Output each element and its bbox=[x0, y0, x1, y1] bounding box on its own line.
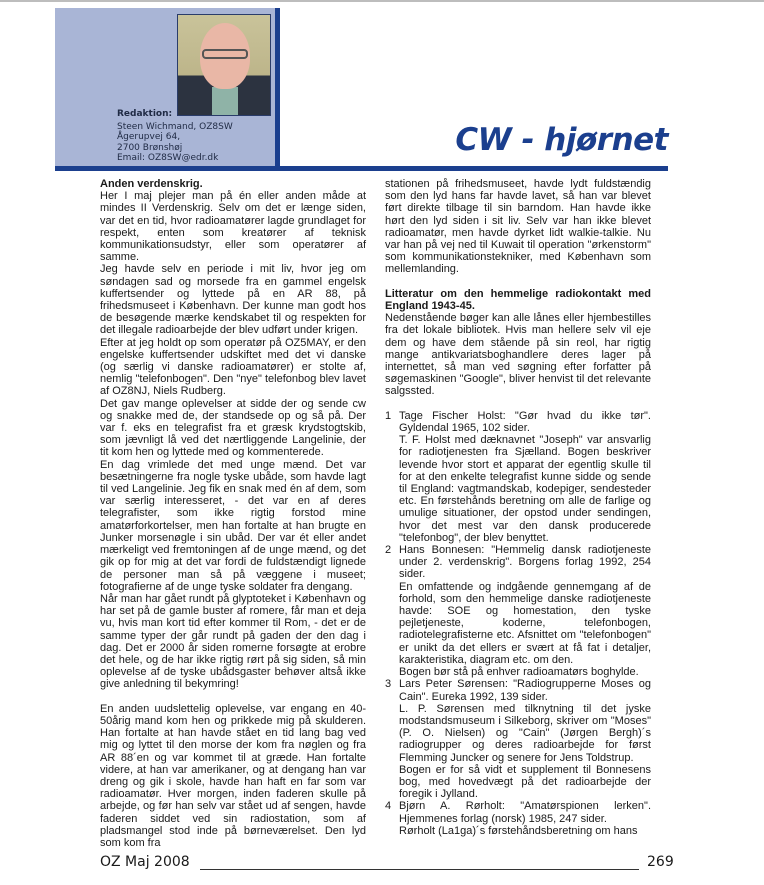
paragraph: Det gav mange oplevelser at sidde der og sende cw og snakke med de, der standsede op og så på. Der var f. eks en telegrafist fra et græsk krydstogtskib, som jævnligt lå ved det nærtliggende Langelinie, der tit kom hen og lyttede med og kommenterede. bbox=[100, 397, 366, 459]
book-reference: Hans Bonnesen: "Hemmelig dansk radiotjeneste under 2. verdenskrig". Borgens forlag 1992, 254 sider. bbox=[399, 544, 651, 581]
book-note: Rørholt (La1ga)´s førstehåndsberetning om hans bbox=[399, 824, 638, 837]
editor-street: Ågerupvej 64, bbox=[117, 132, 181, 142]
book-number: 4 bbox=[385, 800, 392, 813]
book-number: 1 bbox=[385, 409, 392, 422]
left-column bbox=[100, 178, 366, 849]
book-reference: Lars Peter Sørensen: "Radiogrupperne Moses og Cain". Eureka 1992, 139 sider. bbox=[399, 678, 651, 703]
editor-city: 2700 Brønshøj bbox=[117, 142, 183, 153]
book-item bbox=[385, 410, 651, 544]
page-title: CW - hjørnet bbox=[455, 122, 668, 158]
footer-rule bbox=[200, 869, 639, 870]
paragraph: Her I maj plejer man på én eller anden måde at mindes II Verdenskrig. Selv om det er længe siden, var det en tid, hvor radioamatører lagde grundlaget for respekt, enten som kreatører af teknisk kommunikationsudstyr, eller som operatører af samme. bbox=[100, 190, 366, 264]
photo-glasses bbox=[202, 49, 248, 59]
book-note: Bogen er for så vidt et supplement til Bonnesens bog, med hovedvægt på det radioarbejde der foregik i Jylland. bbox=[399, 763, 651, 801]
book-item bbox=[385, 800, 651, 837]
editor-email: Email: OZ8SW@edr.dk bbox=[117, 153, 219, 163]
book-note: T. F. Holst med dæknavnet "Joseph" var ansvarlig for radiotjenesten fra Sjælland. Bogen beskriver levende hvor stort et apparat der egentlig skulle til for at den enkelte telegrafist kunne sidde og sende til England: vagtmandskab, kodepiger, sendesteder etc. En førstehånds beretning om alle de farlige og umulige situationer, der opstod under sendingen, hvor det mest var den dansk producerede "telefonbog", der blev benyttet. bbox=[399, 434, 651, 544]
book-item bbox=[385, 678, 651, 800]
page-number: 269 bbox=[647, 854, 674, 870]
book-note: L. P. Sørensen med tilknytning til det jyske modstandsmuseum i Silkeborg, skriver om "Moses" (P. O. Nielsen) og "Cain" (Jørgen Bergh)´s radiogrupper og deres radioarbejde for først Flemming Juncker og senere for Jens Toldstrup. bbox=[399, 702, 651, 764]
book-reference: Bjørn A. Rørholt: "Amatørspionen lerken". Hjemmenes forlag (norsk) 1985, 247 sider. bbox=[399, 800, 651, 825]
editor-photo bbox=[177, 14, 271, 116]
paragraph: Når man har gået rundt på glyptoteket i København og har set på de gamle buster af romere, får man et deja vu, hvis man kort tid efter kommer til Rom, - det er de samme typer der går rundt på gaden der den dag i dag. Det er 2000 år siden romerne forsøgte at erobre det hele, og de har ikke rigtig rørt på sig siden, så min oplevelse af de tyske ubådsgaster behøver altså ikke give anledning til bekymring! bbox=[100, 592, 366, 691]
issue-label: OZ Maj 2008 bbox=[100, 854, 190, 870]
paragraph: stationen på frihedsmuseet, havde lydt fuldstændig som den lyd hans far havde lavet, så han var blevet ført direkte tilbage til sin barndom. Han havde ikke hørt den lyd siden i sit liv. Selv var han ikke blevet radioamatør, men havde dyrket lidt walkie-talkie. Nu var han på vej ned til Kuwait til operation "ørkenstorm" som kommunikationstekniker, med København som mellemlanding. bbox=[385, 178, 651, 276]
paragraph: Nedenstående bøger kan alle lånes eller hjembestilles fra det lokale bibliotek. Hvis man hellere selv vil eje dem og have dem stående på sin reol, har rigtig mange antikvariatsboghandlere deres lager på internettet, så man ved søgning efter forfatter på søgemaskinen "Google", bliver henvist til det relevante salgssted. bbox=[385, 312, 651, 398]
header-bar-vertical bbox=[275, 8, 280, 171]
book-item bbox=[385, 544, 651, 678]
page-footer bbox=[100, 854, 674, 874]
paragraph: Efter at jeg holdt op som operatør på OZ5MAY, er den engelske kuffertsender udskiftet med det vi danske (og særlig vi danske radioamatører) er stolte af, nemlig "telefonbogen". Den "nye" telefonbog blev lavet af OZ8NJ, Niels Rudberg. bbox=[100, 336, 366, 398]
book-number: 3 bbox=[385, 678, 392, 691]
book-reference: Tage Fischer Holst: "Gør hvad du ikke tør". Gyldendal 1965, 102 sider. bbox=[399, 409, 651, 435]
editor-label: Redaktion: bbox=[117, 109, 173, 119]
book-number: 2 bbox=[385, 544, 392, 557]
editor-name: Steen Wichmand, OZ8SW bbox=[117, 121, 233, 132]
book-note: En omfattende og indgående gennemgang af de forhold, som den hemmelige danske radiotjeneste havde: SOE og homestation, den tyske pejletjeneste, koderne, telefonbogen, radiotelegrafisterne etc. Afsnittet om "telefonbogen" er unikt da det ellers er svært at få fat i detaljer, karakteristika, diagram etc. om den. bbox=[399, 580, 651, 666]
book-note: Bogen bør stå på enhver radioamatørs boghylde. bbox=[399, 666, 639, 679]
editor-info bbox=[117, 109, 233, 164]
top-border bbox=[0, 0, 764, 2]
header-bar-horizontal bbox=[55, 166, 668, 171]
literature-heading: Litteratur om den hemmelige radiokontakt med England 1943-45. bbox=[385, 287, 651, 313]
section-heading: Anden verdenskrig. bbox=[100, 178, 203, 190]
paragraph: En anden uudslettelig oplevelse, var engang en 40-50årig mand kom hen og prikkede mig på skulderen. Han fortalte at han havde stået en tid lang bag ved mig og lyttet til den morse der kom fra nøglen og fra AR 88´en og var kommet til at græde. Han fortalte videre, at han var amerikaner, og at dengang han var dreng og gik i skole, havde han haft en far som var radioamatør. Hver morgen, inden faderen skulle på arbejde, og før han selv var stået ud af sengen, havde faderen siddet ved sin radiostation, som af pladsmangel stod inde på børneværelset. Den lyd som kom fra bbox=[100, 702, 366, 849]
paragraph: Jeg havde selv en periode i mit liv, hvor jeg om søndagen sad og morsede fra en gammel engelsk kuffertsender og lyttede på en AR 88, på frihedsmuseet i København. Der kunne man godt hos de besøgende mærke kendskabet til og respekten for det illegale radioarbejde der blev udført under krigen. bbox=[100, 263, 366, 337]
paragraph: En dag vrimlede det med unge mænd. Det var besætningerne fra nogle tyske ubåde, som havde lagt til ved Langelinie. Jeg fik en snak med én af dem, som var særlig interesseret, - det var en af deres telegrafister, som ikke rigtig forstod mine amatørforkortelser, men han fortalte at han brugte en Junker morsenøgle i sin ubåd. Der var ét eller andet mærkeligt ved fremtoningen af de unge mænd, og det gik op for mig at det var fordi de fuldstændigt lignede de personer man så på væggene i museet; fotografierne af de unge tyske soldater fra dengang. bbox=[100, 458, 366, 593]
right-column bbox=[385, 178, 651, 837]
